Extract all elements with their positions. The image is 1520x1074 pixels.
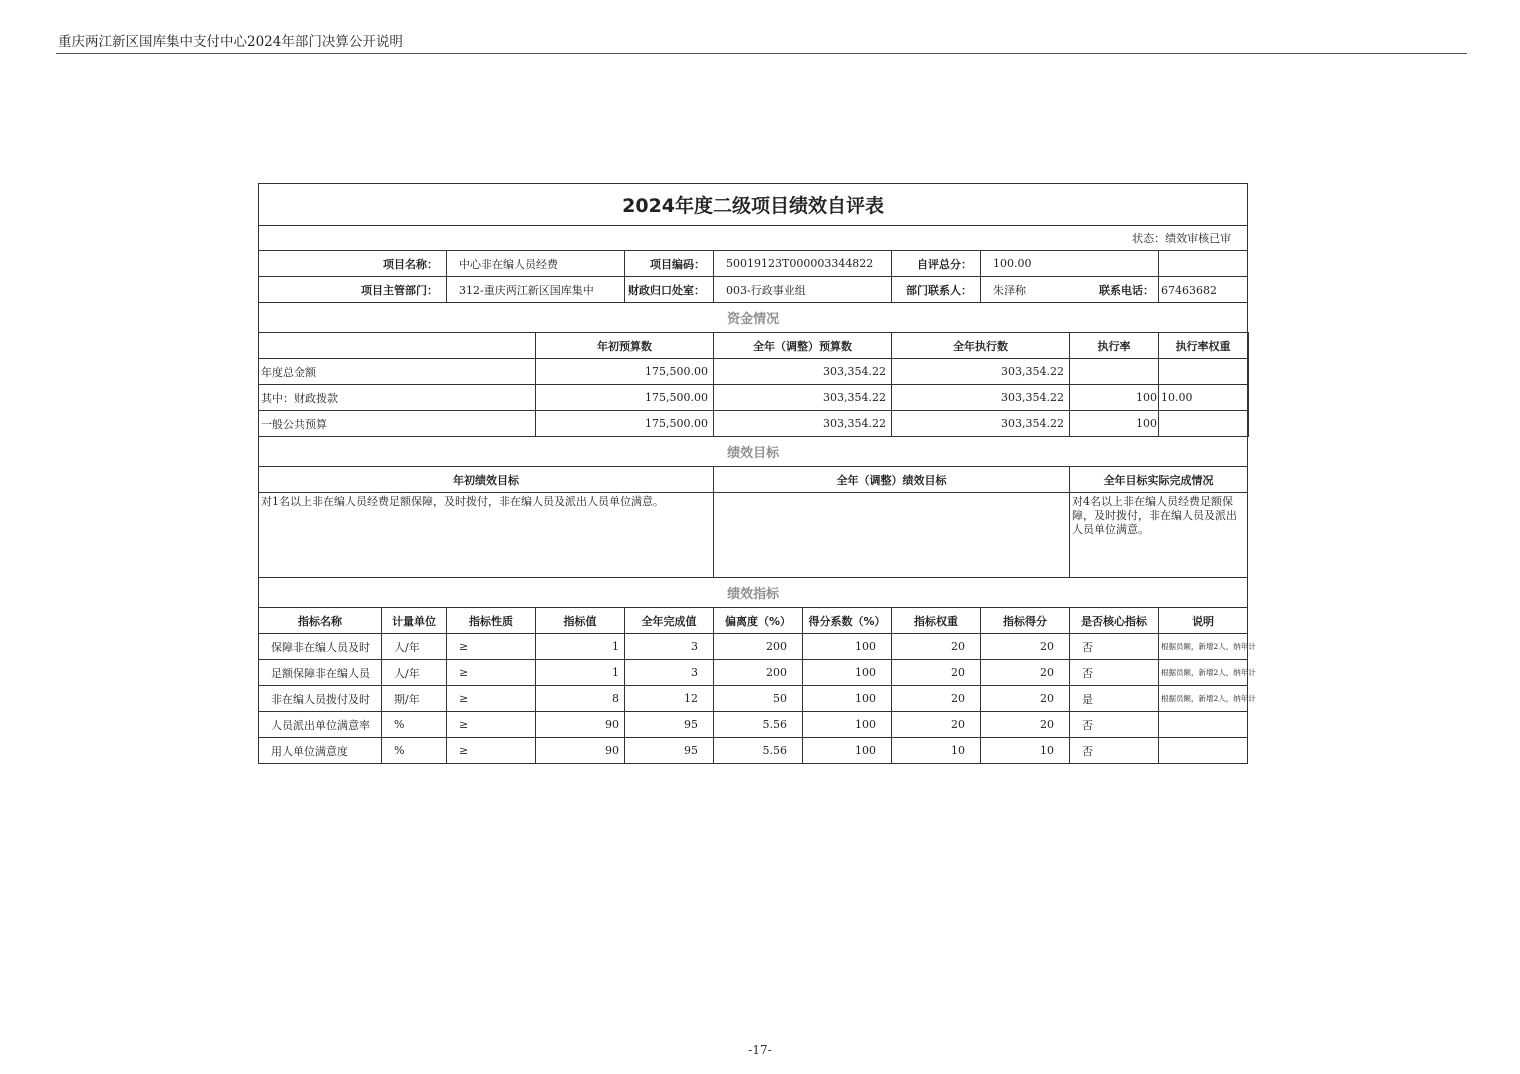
finance-office-value: 003-行政事业组 [714, 277, 892, 303]
funds-header-weight: 执行率权重 [1159, 333, 1248, 359]
page-number: -17- [748, 1043, 772, 1057]
funds-row-label: 一般公共预算 [259, 411, 536, 437]
ind-core: 否 [1070, 738, 1159, 764]
ind-deviation: 5.56 [714, 738, 803, 764]
goals-header-actual: 全年目标实际完成情况 [1070, 467, 1248, 493]
funds-row-rate: 100 [1070, 411, 1159, 437]
funds-row-executed: 303,354.22 [892, 411, 1070, 437]
ind-deviation: 200 [714, 634, 803, 660]
ind-name: 人员派出单位满意率 [259, 712, 382, 738]
ind-note: 根据员额，新增2人，纳年计 [1159, 634, 1248, 660]
self-score-value: 100.00 [981, 251, 1159, 277]
ind-value: 90 [536, 712, 625, 738]
goals-header-adjusted: 全年（调整）绩效目标 [714, 467, 1070, 493]
ind-nature: ≥ [447, 634, 536, 660]
funds-row-score [1248, 385, 1249, 411]
funds-row-label: 其中：财政拨款 [259, 385, 536, 411]
ind-nature: ≥ [447, 686, 536, 712]
funds-section-title: 资金情况 [259, 303, 1248, 333]
ind-score: 20 [981, 686, 1070, 712]
funds-row-executed: 303,354.22 [892, 359, 1070, 385]
funds-header-adjusted: 全年（调整）预算数 [714, 333, 892, 359]
funds-row-weight [1159, 359, 1248, 385]
ind-coef: 100 [803, 660, 892, 686]
funds-row-executed: 303,354.22 [892, 385, 1070, 411]
project-code-value: 50019123T000003344822 [714, 251, 892, 277]
self-score-label: 自评总分： [892, 251, 981, 277]
ind-weight: 10 [892, 738, 981, 764]
ind-actual: 3 [625, 634, 714, 660]
ind-header-deviation: 偏离度（%） [714, 608, 803, 634]
ind-actual: 95 [625, 738, 714, 764]
ind-actual: 95 [625, 712, 714, 738]
indicator-row [259, 634, 1249, 660]
ind-header-note: 说明 [1159, 608, 1248, 634]
ind-unit: % [382, 738, 447, 764]
ind-note [1159, 738, 1248, 764]
phone-value: 67463682 [1161, 283, 1217, 297]
funds-row-adjusted: 303,354.22 [714, 411, 892, 437]
ind-coef: 100 [803, 738, 892, 764]
ind-value: 1 [536, 660, 625, 686]
indicators-section-title: 绩效指标 [259, 578, 1248, 608]
dept-label: 项目主管部门： [259, 277, 447, 303]
ind-weight: 20 [892, 686, 981, 712]
contact-label: 部门联系人： [892, 277, 981, 303]
ind-actual: 3 [625, 660, 714, 686]
funds-row-initial: 175,500.00 [536, 385, 714, 411]
ind-header-weight: 指标权重 [892, 608, 981, 634]
ind-unit: 期/年 [382, 686, 447, 712]
goals-section-title: 绩效目标 [259, 437, 1248, 467]
page-header: 重庆两江新区国库集中支付中心2024年部门决算公开说明 [58, 34, 403, 50]
funds-row-weight [1159, 411, 1248, 437]
ind-unit: % [382, 712, 447, 738]
funds-row-adjusted: 303,354.22 [714, 385, 892, 411]
ind-core: 否 [1070, 660, 1159, 686]
phone-cell: 联系电话： 67463682 [1159, 277, 1248, 303]
ind-unit: 人/年 [382, 634, 447, 660]
form-title: 2024年度二级项目绩效自评表 [259, 184, 1248, 226]
funds-header-executed: 全年执行数 [892, 333, 1070, 359]
funds-row-rate [1070, 359, 1159, 385]
ind-coef: 100 [803, 686, 892, 712]
ind-header-coef: 得分系数（%） [803, 608, 892, 634]
ind-weight: 20 [892, 634, 981, 660]
ind-value: 8 [536, 686, 625, 712]
ind-unit: 人/年 [382, 660, 447, 686]
funds-row-initial: 175,500.00 [536, 411, 714, 437]
finance-office-label: 财政归口处室： [625, 277, 714, 303]
ind-name: 用人单位满意度 [259, 738, 382, 764]
funds-header-score [1248, 333, 1249, 359]
performance-self-evaluation-table [258, 183, 1256, 764]
indicator-row [259, 738, 1249, 764]
ind-nature: ≥ [447, 712, 536, 738]
ind-note: 根据员额，新增2人，纳年计 [1159, 660, 1248, 686]
indicator-row [259, 686, 1249, 712]
ind-deviation: 5.56 [714, 712, 803, 738]
ind-note [1159, 712, 1248, 738]
status-label: 状态：绩效审核已审 [259, 226, 1248, 251]
ind-header-actual: 全年完成值 [625, 608, 714, 634]
header-rule [56, 53, 1467, 54]
funds-row-score [1248, 359, 1249, 385]
ind-note: 根据员额，新增2人，纳年计 [1159, 686, 1248, 712]
ind-header-nature: 指标性质 [447, 608, 536, 634]
funds-row-initial: 175,500.00 [536, 359, 714, 385]
ind-weight: 20 [892, 660, 981, 686]
ind-value: 1 [536, 634, 625, 660]
goal-adjusted-text [714, 493, 1070, 578]
indicator-row [259, 712, 1249, 738]
project-code-label: 项目编码： [625, 251, 714, 277]
ind-nature: ≥ [447, 738, 536, 764]
ind-header-name: 指标名称 [259, 608, 382, 634]
ind-actual: 12 [625, 686, 714, 712]
ind-coef: 100 [803, 634, 892, 660]
ind-header-unit: 计量单位 [382, 608, 447, 634]
ind-name: 足额保障非在编人员 [259, 660, 382, 686]
ind-value: 90 [536, 738, 625, 764]
funds-row-label: 年度总金额 [259, 359, 536, 385]
ind-score: 20 [981, 660, 1070, 686]
ind-weight: 20 [892, 712, 981, 738]
empty-cell [1159, 251, 1248, 277]
funds-row-adjusted: 303,354.22 [714, 359, 892, 385]
ind-header-score: 指标得分 [981, 608, 1070, 634]
ind-name: 保障非在编人员及时 [259, 634, 382, 660]
funds-header-initial: 年初预算数 [536, 333, 714, 359]
project-name-label: 项目名称： [259, 251, 447, 277]
ind-nature: ≥ [447, 660, 536, 686]
ind-score: 10 [981, 738, 1070, 764]
ind-score: 20 [981, 712, 1070, 738]
ind-core: 是 [1070, 686, 1159, 712]
ind-core: 否 [1070, 712, 1159, 738]
funds-header-blank [259, 333, 536, 359]
goal-initial-text: 对1名以上非在编人员经费足额保障，及时拨付，非在编人员及派出人员单位满意。 [259, 493, 714, 578]
contact-value: 朱泽称 [981, 277, 1159, 303]
funds-row-rate: 100 [1070, 385, 1159, 411]
project-name-value: 中心非在编人员经费 [447, 251, 625, 277]
ind-header-core: 是否核心指标 [1070, 608, 1159, 634]
funds-row-weight: 10.00 [1159, 385, 1248, 411]
ind-coef: 100 [803, 712, 892, 738]
ind-score: 20 [981, 634, 1070, 660]
dept-value: 312-重庆两江新区国库集中 [447, 277, 625, 303]
ind-header-value: 指标值 [536, 608, 625, 634]
goals-header-initial: 年初绩效目标 [259, 467, 714, 493]
ind-name: 非在编人员拨付及时 [259, 686, 382, 712]
ind-deviation: 200 [714, 660, 803, 686]
ind-deviation: 50 [714, 686, 803, 712]
goal-actual-text: 对4名以上非在编人员经费足额保障，及时拨付，非在编人员及派出人员单位满意。 [1070, 493, 1248, 578]
funds-header-rate: 执行率 [1070, 333, 1159, 359]
indicator-row [259, 660, 1249, 686]
funds-row-score [1248, 411, 1249, 437]
ind-core: 否 [1070, 634, 1159, 660]
